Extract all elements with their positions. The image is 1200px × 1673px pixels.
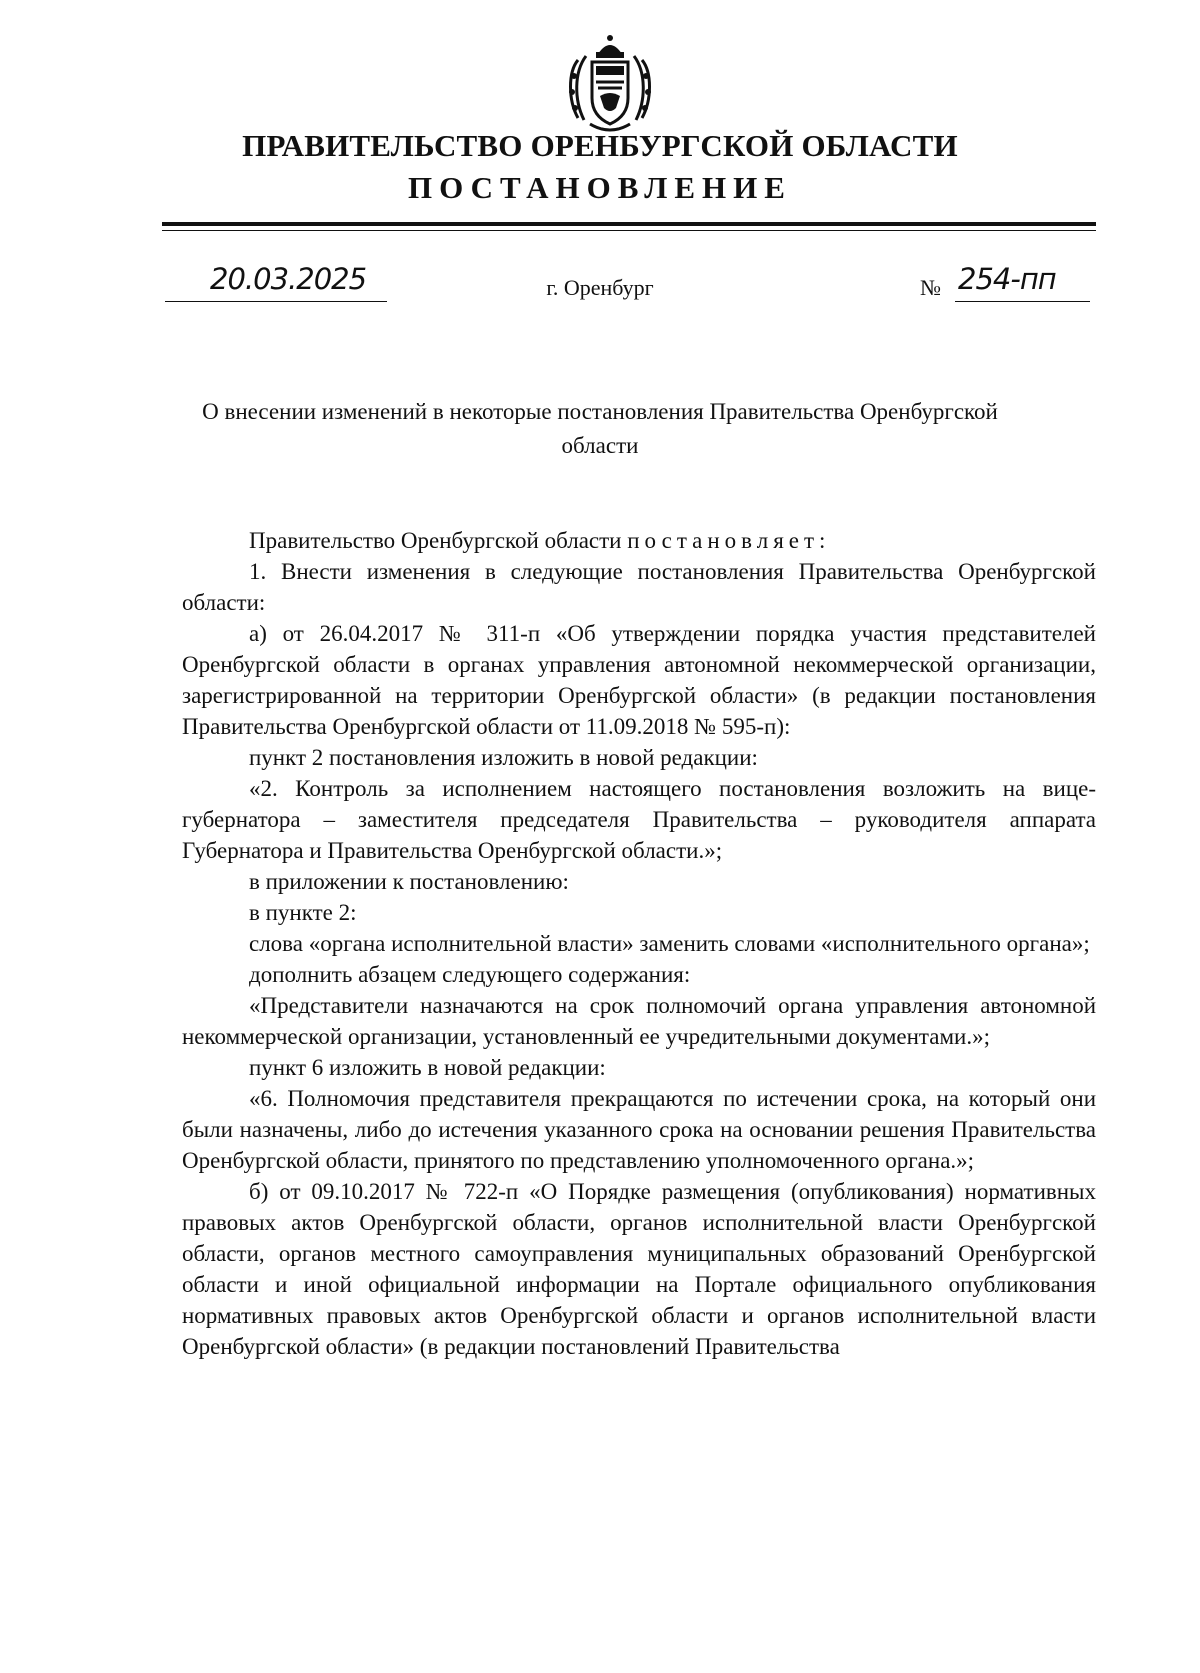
decree-subject: О внесении изменений в некоторые постановления Правительства Оренбургской области	[202, 399, 998, 458]
body-paragraph: в приложении к постановлению:	[249, 869, 569, 894]
city-label: г. Оренбург	[546, 275, 654, 300]
body-paragraph: 1. Внести изменения в следующие постановления Правительства Оренбургской области:	[182, 559, 1096, 615]
number-underline	[955, 301, 1090, 302]
body-paragraph: дополнить абзацем следующего содержания:	[249, 962, 691, 987]
body-paragraph: пункт 6 изложить в новой редакции:	[249, 1055, 606, 1080]
body-paragraph: «6. Полномочия представителя прекращаются по истечении срока, на который они были назначены, либо до истечения указанного срока на основании решения Правительства Оренбургской области, принятого по представлению уполномоченного органа.»;	[182, 1086, 1096, 1173]
number-sign: №	[920, 275, 941, 300]
government-title: ПРАВИТЕЛЬСТВО ОРЕНБУРГСКОЙ ОБЛАСТИ	[242, 128, 958, 163]
document-kind: ПОСТАНОВЛЕНИЕ	[408, 170, 792, 205]
decree-date: 20.03.2025	[210, 262, 367, 296]
intro-colon: :	[819, 528, 826, 553]
intro-text: Правительство Оренбургской области	[249, 528, 628, 553]
intro-paragraph	[182, 525, 1096, 556]
body-paragraph: в пункте 2:	[249, 900, 357, 925]
body-paragraph: «2. Контроль за исполнением настоящего постановления возложить на вице-губернатора – заместителя председателя Правительства – руководителя аппарата Губернатора и Правительства Оренбургской области.»;	[182, 776, 1096, 863]
coat-of-arms-emblem	[560, 32, 660, 136]
header-divider-thin	[162, 230, 1096, 231]
decree-body	[182, 525, 1096, 1362]
decree-number: 254-пп	[958, 262, 1056, 296]
body-paragraph: б) от 09.10.2017 № 722-п «О Порядке размещения (опубликования) нормативных правовых актов Оренбургской области, органов исполнительной власти Оренбургской области, органов местного самоуправления муниципальных образований Оренбургской области и иной официальной информации на Портале официального опубликования нормативных правовых актов Оренбургской области и органов исполнительной власти Оренбургской области» (в редакции постановлений Правительства	[182, 1179, 1096, 1359]
date-underline	[165, 301, 387, 302]
intro-verb: постановляет	[627, 528, 820, 553]
body-paragraph: слова «органа исполнительной власти» заменить словами «исполнительного органа»;	[249, 931, 1090, 956]
body-paragraph: «Представители назначаются на срок полномочий органа управления автономной некоммерческой организации, установленный ее учредительными документами.»;	[182, 993, 1096, 1049]
header-divider-thick	[162, 222, 1096, 226]
body-paragraph: а) от 26.04.2017 № 311-п «Об утверждении порядка участия представителей Оренбургской области в органах управления автономной некоммерческой организации, зарегистрированной на территории Оренбургской области» (в редакции постановления Правительства Оренбургской области от 11.09.2018 № 595-п):	[182, 621, 1096, 739]
body-paragraph: пункт 2 постановления изложить в новой редакции:	[249, 745, 758, 770]
